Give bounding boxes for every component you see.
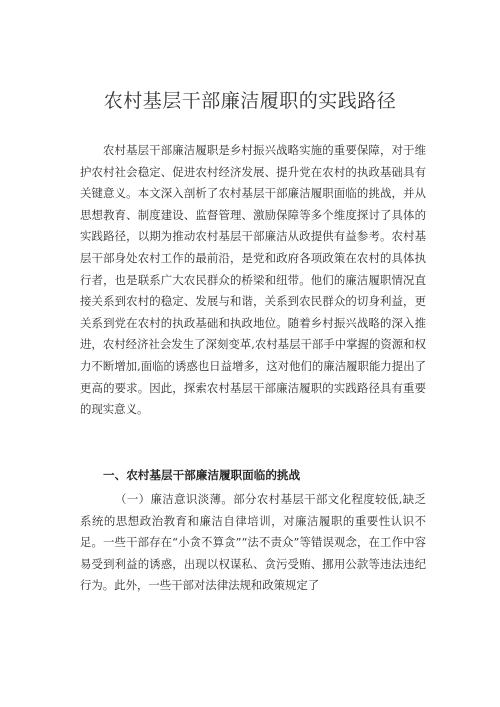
document-title: 农村基层干部廉洁履职的实践路径 [103, 90, 397, 112]
intro-paragraph: 农村基层干部廉洁履职是乡村振兴战略实施的重要保障，对于维护农村社会稳定、促进农村经济发展、提升党在农村的执政基础具有关键意义。本文深入剖析了农村基层干部廉洁履职面临的挑战，并从思想教育、制度建设、监督管理、激励保障等多个维度探讨了具体的实践路径，以期为推动农村基层干部廉洁从政提供有益参考。农村基层干部身处农村工作的最前沿，是党和政府各项政策在农村的具体执行者，也是联系广大农民群众的桥梁和纽带。他们的廉洁履职情况直接关系到农村的稳定、发展与和谐，关系到农民群众的切身利益，更关系到党在农村的执政基础和执政地位。随着乡村振兴战略的深入推进，农村经济社会发生了深刻变革,农村基层干部手中掌握的资源和权力不断增加,面临的诱惑也日益增多，这对他们的廉洁履职能力提出了更高的要求。因此，探索农村基层干部廉洁履职的实践路径具有重要的现实意义。 [80, 143, 426, 417]
section-heading: 一、农村基层干部廉洁履职面临的挑战 [103, 468, 301, 482]
section-paragraph: （一）廉洁意识淡薄。部分农村基层干部文化程度较低,缺乏系统的思想政治教育和廉洁自律培训，对廉洁履职的重要性认识不足。一些干部存在“小贪不算贪”“法不责众”等错误观念，在工作中容易受到利益的诱惑，出现以权谋私、贪污受贿、挪用公款等违法违纪行为。此外，一些干部对法律法规和政策规定了 [80, 492, 426, 593]
